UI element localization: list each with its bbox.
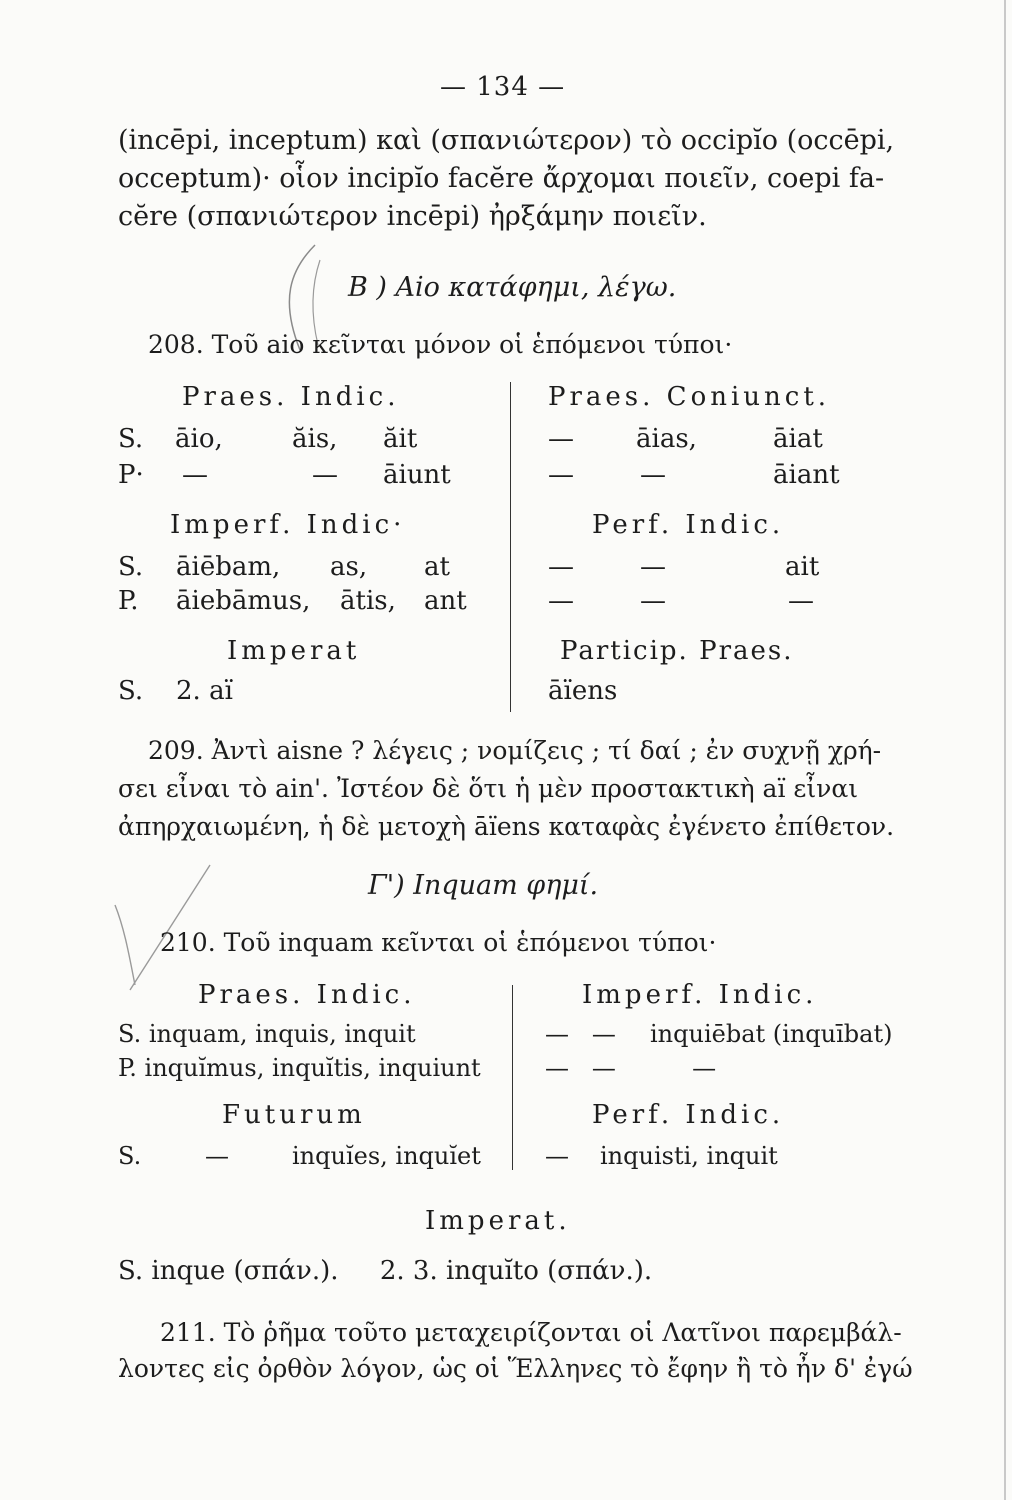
praes-indic-p-2: — [312, 460, 338, 490]
perf-indic-p-1: — [548, 586, 574, 616]
imperf-indic-s-2: as, [330, 552, 368, 582]
section-b-intro: 208. Τοῦ aio κεῖνται μόνον οἱ ἑπόμενοι τύποι· [148, 330, 733, 359]
praes-indic-p-1: — [182, 460, 208, 490]
section-g-heading: Γ') Inquam φημί. [368, 870, 599, 901]
praes-coniunct-s-3: āiat [773, 424, 823, 454]
g-imperf-indic-s-forms: inquiēbat (inquībat) [650, 1020, 893, 1048]
g-imperf-indic-p: — — — [545, 1054, 717, 1082]
g-futurum-s-forms: inquĭes, inquĭet [292, 1142, 481, 1170]
section-g-intro: 210. Τοῦ inquam κεῖνται οἱ ἑπόμενοι τύποι· [160, 928, 717, 957]
praes-coniunct-p-1: — [548, 460, 574, 490]
imperf-indic-p-1: āiebāmus, [176, 586, 311, 616]
particip-title: Particip. Praes. [560, 636, 794, 666]
g-imperat-title: Imperat. [425, 1206, 571, 1236]
g-imperat-line: S. inque (σπάν.). 2. 3. inquĭto (σπάν.). [118, 1256, 653, 1286]
g-futurum-s-label: S. [118, 1142, 142, 1170]
intro-line-2: occeptum)· οἷον incipĭo facĕre ἄρχομαι ποιεῖν, coepi fa- [118, 163, 885, 194]
g-perf-indic-s-dash: — [545, 1142, 569, 1170]
column-divider-b [510, 382, 511, 712]
intro-line-3: cĕre (σπανιώτερον incēpi) ἠρξάμην ποιεῖν. [118, 201, 707, 232]
imperat-title: Imperat [227, 636, 361, 666]
imperf-indic-s-1: āiēbam, [176, 552, 281, 582]
para-209-line-2: σει εἶναι τὸ ain'. Ἰστέον δὲ ὅτι ἡ μὲν προστακτικὴ aï εἶναι [118, 774, 859, 803]
g-imperf-indic-title: Imperf. Indic. [582, 980, 818, 1010]
g-praes-indic-s: S. inquam, inquis, inquit [118, 1020, 416, 1048]
praes-indic-s-label: S. [118, 424, 144, 454]
imperat-s-1: 2. aï [176, 676, 233, 706]
praes-indic-s-3: ăit [383, 424, 418, 454]
praes-indic-s-1: āio, [175, 424, 223, 454]
praes-coniunct-s-1: — [548, 424, 574, 454]
praes-indic-p-label: P· [118, 460, 144, 490]
g-futurum-s-dash: — [205, 1142, 229, 1170]
imperf-indic-p-3: ant [424, 586, 467, 616]
scan-edge [1004, 0, 1006, 1500]
praes-coniunct-s-2: āias, [636, 424, 697, 454]
g-futurum-title: Futurum [222, 1100, 366, 1130]
praes-coniunct-p-3: āiant [773, 460, 840, 490]
para-211-line-1: 211. Τὸ ῥῆμα τοῦτο μεταχειρίζονται οἱ Λατῖνοι παρεμβάλ- [160, 1318, 902, 1347]
particip-value: āïens [548, 676, 618, 706]
section-b-heading: B ) Aio κατάφημι, λέγω. [348, 272, 677, 303]
imperat-s-label: S. [118, 676, 144, 706]
g-praes-indic-title: Praes. Indic. [198, 980, 416, 1010]
para-211-line-2: λοντες εἰς ὀρθὸν λόγον, ὡς οἱ Ἕλληνες τὸ ἔφην ἢ τὸ ἦν δ' ἐγώ [118, 1354, 913, 1383]
column-divider-g [512, 985, 513, 1170]
perf-indic-p-3: — [788, 586, 814, 616]
g-perf-indic-s-forms: inquisti, inquit [600, 1142, 778, 1170]
para-209-line-3: ἀπηρχαιωμένη, ἡ δὲ μετοχὴ āïens καταφὰς ἐγένετο ἐπίθετον. [118, 812, 895, 841]
perf-indic-p-2: — [640, 586, 666, 616]
intro-line-1: (incēpi, inceptum) καὶ (σπανιώτερον) τὸ occipĭo (occēpi, [118, 125, 895, 156]
praes-indic-p-3: āiunt [383, 460, 451, 490]
page-number: — 134 — [440, 72, 566, 102]
praes-coniunct-title: Praes. Coniunct. [548, 382, 831, 412]
para-209-line-1: 209. Ἀντὶ aisne ? λέγεις ; νομίζεις ; τί δαί ; ἐν συχνῇ χρή- [148, 736, 882, 765]
imperf-indic-s-3: at [424, 552, 450, 582]
praes-coniunct-p-2: — [640, 460, 666, 490]
perf-indic-s-1: — [548, 552, 574, 582]
perf-indic-title: Perf. Indic. [592, 510, 785, 540]
perf-indic-s-2: — [640, 552, 666, 582]
imperf-indic-p-label: P. [118, 586, 139, 616]
perf-indic-s-3: ait [785, 552, 820, 582]
imperf-indic-p-2: ātis, [340, 586, 396, 616]
g-perf-indic-title: Perf. Indic. [592, 1100, 785, 1130]
g-imperf-indic-s-dashes: — — [545, 1020, 616, 1048]
praes-indic-s-2: ăis, [292, 424, 338, 454]
praes-indic-title: Praes. Indic. [182, 382, 400, 412]
imperf-indic-s-label: S. [118, 552, 144, 582]
imperf-indic-title: Imperf. Indic· [170, 510, 406, 540]
g-praes-indic-p: P. inquĭmus, inquĭtis, inquiunt [118, 1054, 481, 1082]
